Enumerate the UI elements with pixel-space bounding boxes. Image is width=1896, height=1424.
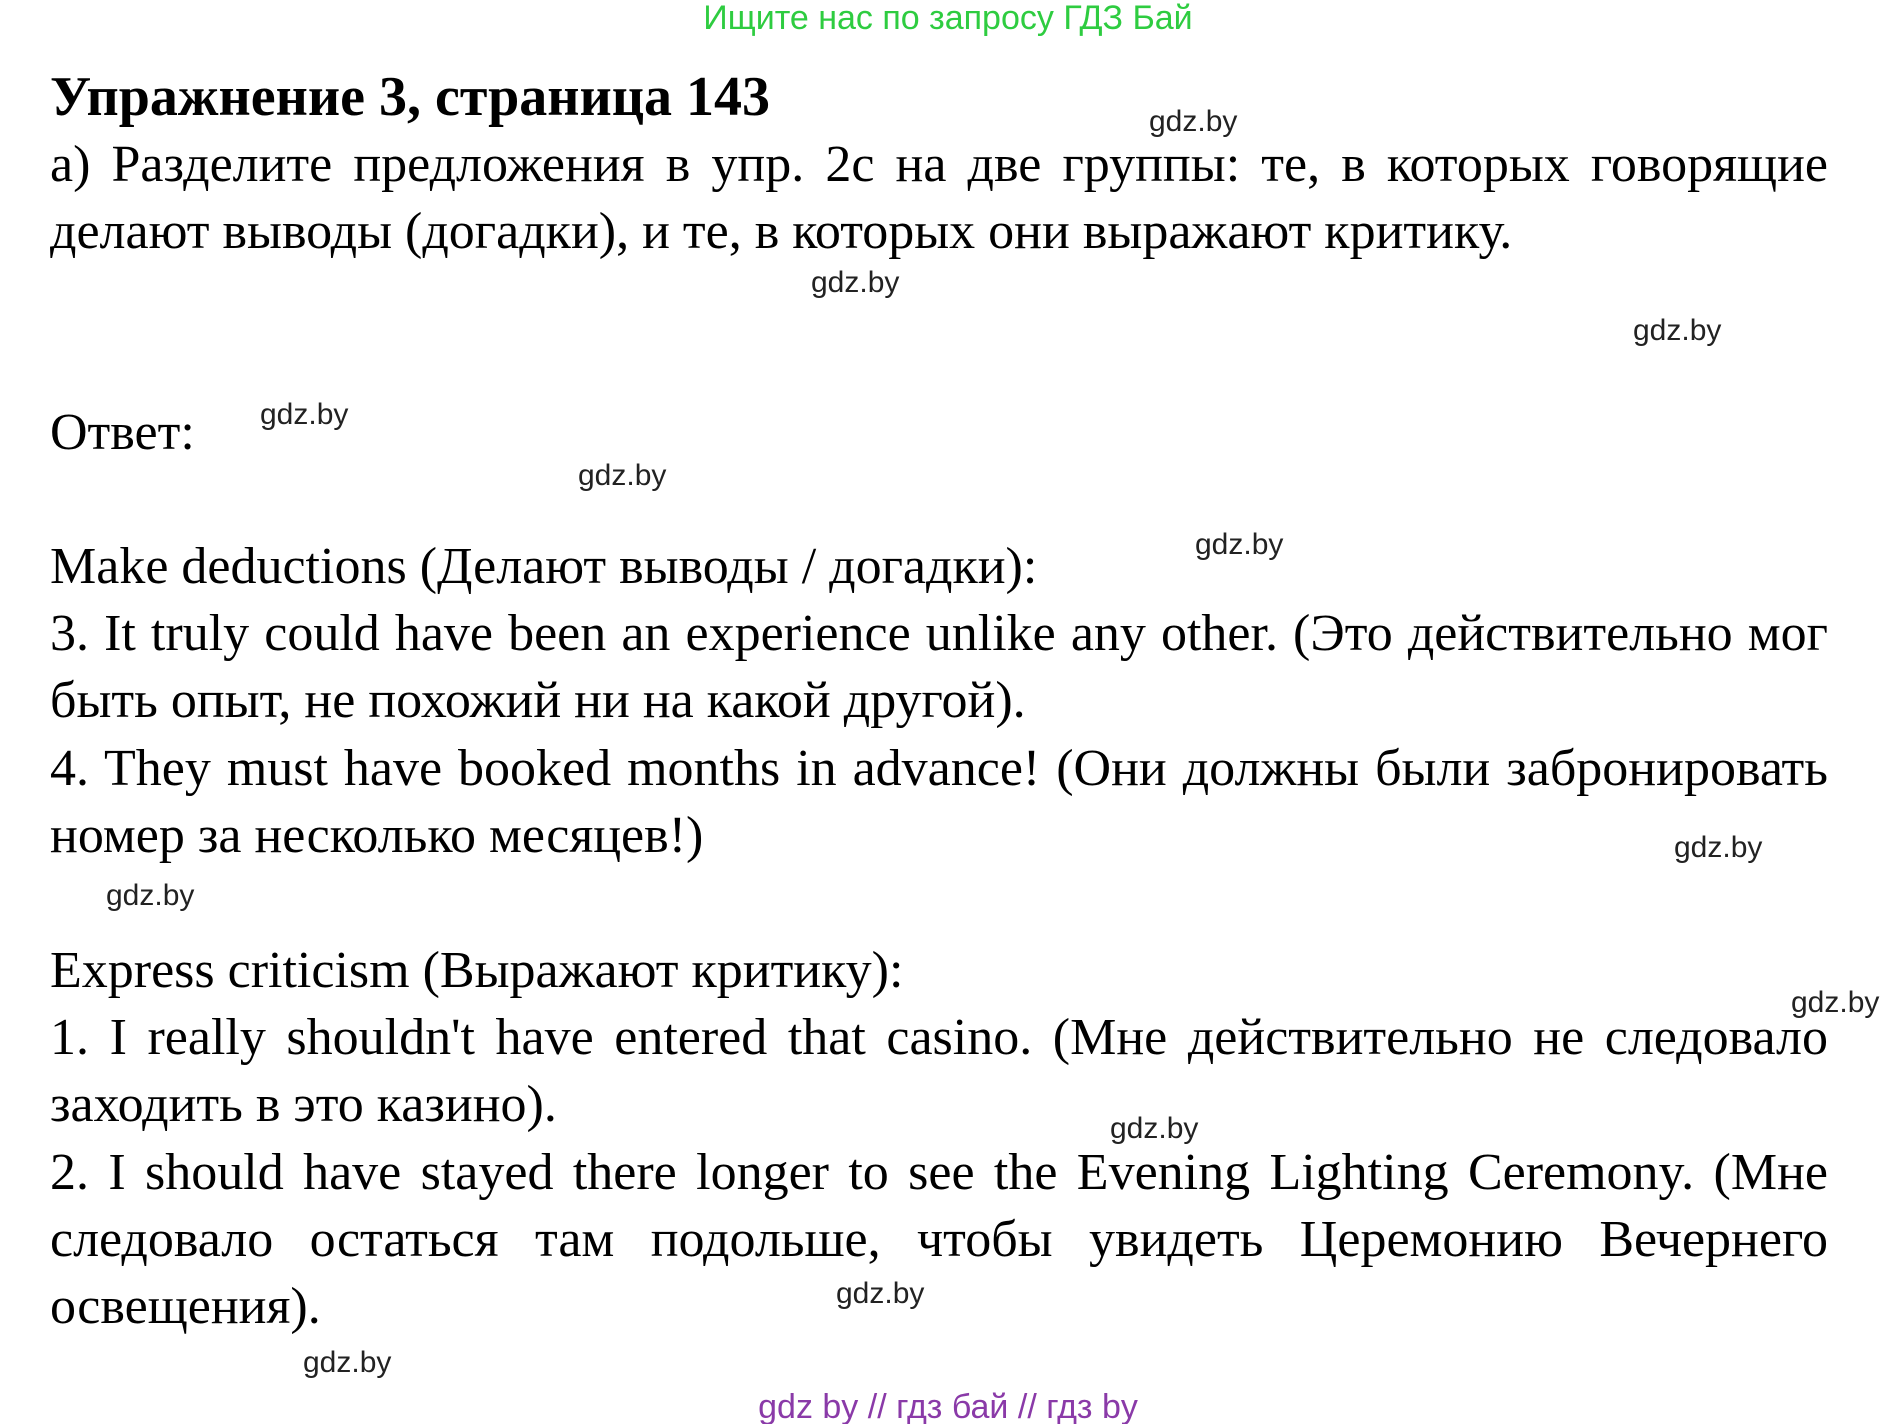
watermark: gdz.by [260,398,349,431]
watermark: gdz.by [811,266,900,299]
criticism-item: 2. I should have stayed there longer to see the Evening Lighting Ceremony. (Мне следовало остаться там подольше, чтобы увидеть Церемонию Вечернего освещения). [50,1144,1828,1335]
search-hint-banner: Ищите нас по запросу ГДЗ Бай [703,0,1193,37]
watermark: gdz.by [1110,1112,1199,1145]
watermark: gdz.by [1791,986,1880,1019]
watermark: gdz.by [836,1277,925,1310]
watermark: gdz.by [303,1346,392,1379]
watermark: gdz.by [1195,528,1284,561]
watermark: gdz.by [578,459,667,492]
exercise-title: Упражнение 3, страница 143 [50,66,771,128]
deduction-item: 4. They must have booked months in advance! (Они должны были забронировать номер за несколько месяцев!) [50,740,1828,864]
watermark: gdz.by [1149,105,1238,138]
deduction-item: 3. It truly could have been an experience unlike any other. (Это действительно мог быть опыт, не похожий ни на какой другой). [50,605,1828,729]
footer-links: gdz by // гдз бай // гдз by [758,1388,1138,1424]
task-text: а) Разделите предложения в упр. 2с на две группы: те, в которых говорящие делают выводы (догадки), и те, в которых они выражают критику. [50,136,1828,260]
watermark: gdz.by [1674,831,1763,864]
criticism-item: 1. I really shouldn't have entered that casino. (Мне действительно не следовало заходить в это казино). [50,1009,1828,1133]
deductions-heading: Make deductions (Делают выводы / догадки): [50,538,1038,595]
criticism-heading: Express criticism (Выражают критику): [50,942,904,999]
watermark: gdz.by [1633,314,1722,347]
watermark: gdz.by [106,879,195,912]
answer-label: Ответ: [50,404,195,461]
